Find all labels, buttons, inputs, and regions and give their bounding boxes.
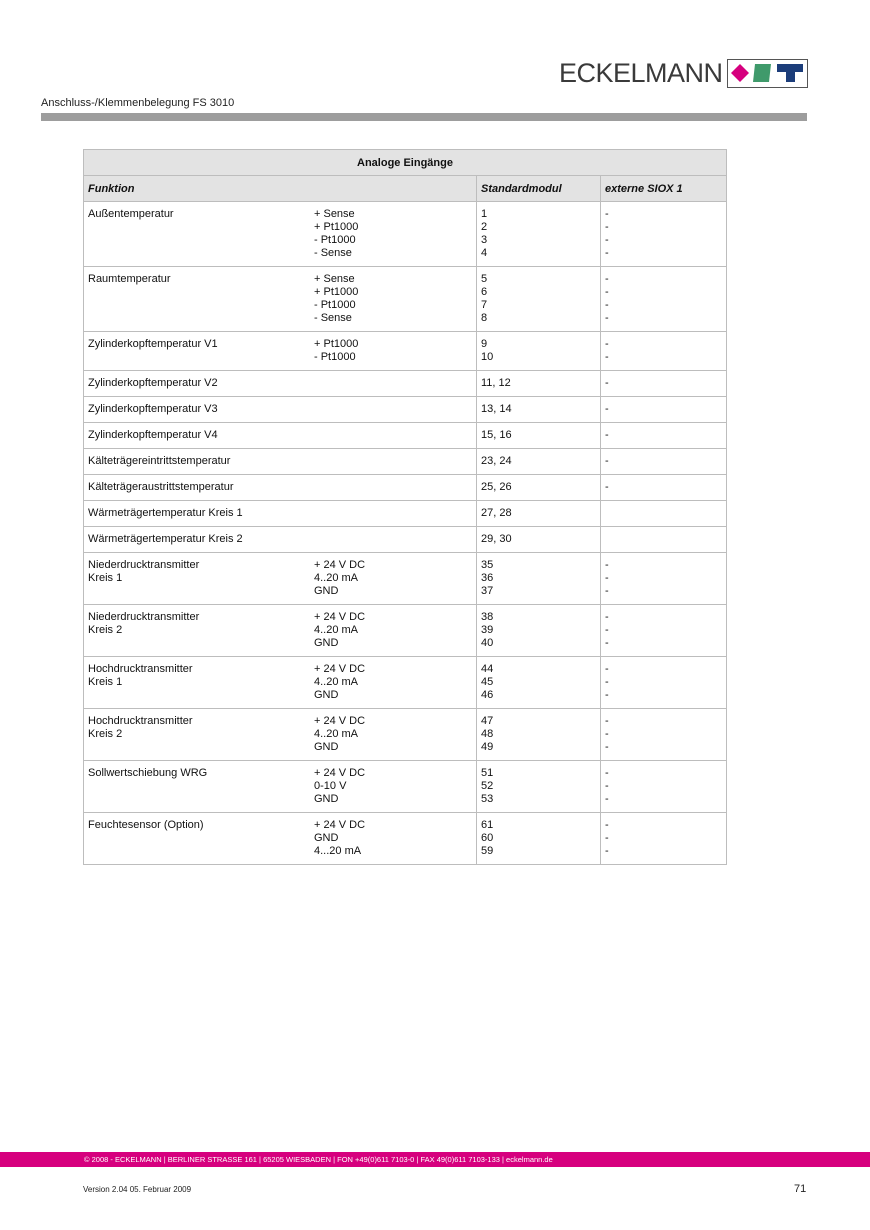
cell-line: Feuchtesensor (Option)	[88, 819, 204, 831]
table-row	[84, 501, 726, 527]
cell-line: 35	[481, 559, 494, 571]
table-row	[84, 202, 726, 267]
signal-cell	[310, 267, 476, 331]
externe-siox-cell	[600, 449, 724, 474]
table-row	[84, 397, 726, 423]
cell-line: 45	[481, 676, 494, 688]
cell-line: -	[605, 728, 609, 740]
cell-line: + Sense	[314, 273, 355, 285]
funktion-cell	[84, 267, 310, 331]
cell-line: -	[605, 338, 609, 350]
cell-line: 9	[481, 338, 488, 350]
funktion-cell	[84, 332, 310, 370]
externe-siox-cell	[600, 527, 724, 552]
cell-line: + 24 V DC	[314, 559, 366, 571]
cell-line: 49	[481, 741, 494, 753]
cell-line: Raumtemperatur	[88, 273, 171, 285]
cell-line: -	[605, 286, 609, 298]
cell-line: 59	[481, 845, 494, 857]
cell-line: 10	[481, 351, 494, 363]
cell-line: -	[605, 845, 609, 857]
funktion-cell	[84, 397, 310, 422]
standardmodul-cell	[476, 397, 600, 422]
document-title: Anschluss-/Klemmenbelegung FS 3010	[41, 97, 235, 109]
externe-siox-cell	[600, 709, 724, 760]
funktion-cell	[84, 501, 310, 526]
cell-line: - Pt1000	[314, 234, 356, 246]
standardmodul-cell	[476, 761, 600, 812]
cell-line: 38	[481, 611, 494, 623]
cell-line: 61	[481, 819, 494, 831]
funktion-cell	[84, 202, 310, 266]
cell-line: Kälteträgeraustrittstemperatur	[88, 481, 234, 493]
cell-line: - Pt1000	[314, 299, 356, 311]
cell-line: 39	[481, 624, 494, 636]
cell-line: -	[605, 780, 609, 792]
col-header-standardmodul: Standardmodul	[476, 176, 600, 201]
funktion-cell	[84, 423, 310, 448]
cell-line: GND	[314, 637, 339, 649]
externe-siox-cell	[600, 475, 724, 500]
externe-siox-cell	[600, 397, 724, 422]
cell-line: 52	[481, 780, 494, 792]
funktion-cell	[84, 371, 310, 396]
cell-line: 53	[481, 793, 494, 805]
signal-cell	[310, 709, 476, 760]
funktion-cell	[84, 709, 310, 760]
cell-line: 11, 12	[481, 377, 511, 389]
funktion-cell	[84, 449, 310, 474]
cell-line: -	[605, 312, 609, 324]
externe-siox-cell	[600, 657, 724, 708]
cell-line: -	[605, 741, 609, 753]
cell-line: Kreis 1	[88, 572, 123, 584]
signal-cell	[310, 501, 476, 526]
standardmodul-cell	[476, 332, 600, 370]
cell-line: 15, 16	[481, 429, 512, 441]
cell-line: -	[605, 429, 609, 441]
externe-siox-cell	[600, 423, 724, 448]
signal-cell	[310, 475, 476, 500]
cell-line: 3	[481, 234, 488, 246]
standardmodul-cell	[476, 553, 600, 604]
cell-line: 23, 24	[481, 455, 512, 467]
cell-line: + 24 V DC	[314, 715, 366, 727]
table-row	[84, 605, 726, 657]
funktion-cell	[84, 657, 310, 708]
funktion-cell	[84, 605, 310, 656]
logo-wordmark: ECKELMANN	[559, 57, 723, 88]
cell-line: + Pt1000	[314, 286, 359, 298]
standardmodul-cell	[476, 813, 600, 864]
signal-cell	[310, 423, 476, 448]
cell-line: -	[605, 221, 609, 233]
cell-line: - Pt1000	[314, 351, 356, 363]
cell-line: -	[605, 208, 609, 220]
cell-line: -	[605, 247, 609, 259]
cell-line: Zylinderkopftemperatur V3	[88, 403, 218, 415]
signal-cell	[310, 761, 476, 812]
cell-line: 7	[481, 299, 488, 311]
cell-line: -	[605, 676, 609, 688]
cell-line: 4..20 mA	[314, 676, 359, 688]
table-row	[84, 709, 726, 761]
cell-line: 8	[481, 312, 488, 324]
signal-cell	[310, 553, 476, 604]
table-row	[84, 475, 726, 501]
table-row	[84, 423, 726, 449]
cell-line: -	[605, 377, 609, 389]
table-row	[84, 527, 726, 553]
cell-line: Niederdrucktransmitter	[88, 611, 200, 623]
version-info: Version 2.04 05. Februar 2009	[83, 1185, 192, 1194]
cell-line: -	[605, 767, 609, 779]
standardmodul-cell	[476, 605, 600, 656]
funktion-cell	[84, 761, 310, 812]
cell-line: -	[605, 819, 609, 831]
cell-line: 27, 28	[481, 507, 512, 519]
standardmodul-cell	[476, 501, 600, 526]
footer-contact-text: © 2008 - ECKELMANN | BERLINER STRASSE 161 | 65205 WIESBADEN | FON +49(0)611 7103-0 | FAX 49(0)611 7103-133 | eckelmann.de	[84, 1155, 553, 1164]
externe-siox-cell	[600, 202, 724, 266]
cell-line: + 24 V DC	[314, 767, 366, 779]
cell-line: + 24 V DC	[314, 819, 366, 831]
cell-line: GND	[314, 741, 339, 753]
cell-line: 25, 26	[481, 481, 512, 493]
externe-siox-cell	[600, 761, 724, 812]
standardmodul-cell	[476, 371, 600, 396]
cell-line: - Sense	[314, 312, 352, 324]
table-title: Analoge Eingänge	[84, 150, 726, 176]
table-row	[84, 813, 726, 864]
signal-cell	[310, 202, 476, 266]
table-row	[84, 267, 726, 332]
standardmodul-cell	[476, 202, 600, 266]
cell-line: 44	[481, 663, 494, 675]
table-row	[84, 332, 726, 371]
cell-line: Sollwertschiebung WRG	[88, 767, 208, 779]
cell-line: GND	[314, 832, 339, 844]
standardmodul-cell	[476, 657, 600, 708]
cell-line: 37	[481, 585, 494, 597]
signal-cell	[310, 813, 476, 864]
cell-line: Kälteträgereintrittstemperatur	[88, 455, 231, 467]
externe-siox-cell	[600, 332, 724, 370]
cell-line: -	[605, 624, 609, 636]
signal-cell	[310, 397, 476, 422]
cell-line: 29, 30	[481, 533, 512, 545]
cell-line: 48	[481, 728, 494, 740]
analog-inputs-table	[83, 149, 727, 865]
cell-line: 2	[481, 221, 488, 233]
standardmodul-cell	[476, 449, 600, 474]
cell-line: + 24 V DC	[314, 663, 366, 675]
col-header-funktion: Funktion	[88, 182, 135, 195]
cell-line: + Pt1000	[314, 338, 359, 350]
cell-line: -	[605, 481, 609, 493]
cell-line: 1	[481, 208, 488, 220]
externe-siox-cell	[600, 267, 724, 331]
cell-line: -	[605, 273, 609, 285]
footer-bar	[0, 1152, 870, 1167]
cell-line: 4..20 mA	[314, 728, 359, 740]
standardmodul-cell	[476, 267, 600, 331]
externe-siox-cell	[600, 371, 724, 396]
cell-line: 36	[481, 572, 494, 584]
table-row	[84, 553, 726, 605]
cell-line: GND	[314, 585, 339, 597]
cell-line: -	[605, 585, 609, 597]
externe-siox-cell	[600, 553, 724, 604]
cell-line: -	[605, 715, 609, 727]
table-row	[84, 449, 726, 475]
signal-cell	[310, 449, 476, 474]
table-row	[84, 761, 726, 813]
logo-squares-icon	[727, 59, 808, 88]
standardmodul-cell	[476, 423, 600, 448]
cell-line: Kreis 2	[88, 624, 123, 636]
cell-line: -	[605, 559, 609, 571]
col-header-externe-siox: externe SIOX 1	[600, 176, 724, 201]
signal-cell	[310, 657, 476, 708]
cell-line: 46	[481, 689, 494, 701]
externe-siox-cell	[600, 813, 724, 864]
cell-line: 60	[481, 832, 494, 844]
signal-cell	[310, 605, 476, 656]
cell-line: - Sense	[314, 247, 352, 259]
cell-line: Kreis 1	[88, 676, 123, 688]
cell-line: 47	[481, 715, 494, 727]
cell-line: 40	[481, 637, 494, 649]
standardmodul-cell	[476, 475, 600, 500]
cell-line: GND	[314, 793, 339, 805]
cell-line: Wärmeträgertemperatur Kreis 2	[88, 533, 243, 545]
funktion-cell	[84, 813, 310, 864]
cell-line: -	[605, 234, 609, 246]
cell-line: -	[605, 637, 609, 649]
cell-line: 4	[481, 247, 488, 259]
cell-line: 0-10 V	[314, 780, 347, 792]
signal-cell	[310, 332, 476, 370]
cell-line: 6	[481, 286, 488, 298]
cell-line: -	[605, 832, 609, 844]
cell-line: + Pt1000	[314, 221, 359, 233]
cell-line: + Sense	[314, 208, 355, 220]
cell-line: Hochdrucktransmitter	[88, 715, 193, 727]
cell-line: Wärmeträgertemperatur Kreis 1	[88, 507, 243, 519]
cell-line: 4..20 mA	[314, 572, 359, 584]
cell-line: Kreis 2	[88, 728, 123, 740]
cell-line: 4...20 mA	[314, 845, 362, 857]
table-body	[84, 202, 726, 864]
cell-line: -	[605, 663, 609, 675]
eckelmann-logo	[559, 58, 808, 88]
cell-line: -	[605, 611, 609, 623]
cell-line: GND	[314, 689, 339, 701]
cell-line: -	[605, 572, 609, 584]
cell-line: -	[605, 351, 609, 363]
cell-line: -	[605, 403, 609, 415]
cell-line: 13, 14	[481, 403, 512, 415]
cell-line: -	[605, 455, 609, 467]
cell-line: -	[605, 299, 609, 311]
signal-cell	[310, 371, 476, 396]
cell-line: Zylinderkopftemperatur V2	[88, 377, 218, 389]
table-header	[84, 176, 726, 202]
cell-line: + 24 V DC	[314, 611, 366, 623]
cell-line: Hochdrucktransmitter	[88, 663, 193, 675]
cell-line: Außentemperatur	[88, 208, 174, 220]
page-number: 71	[794, 1183, 807, 1195]
funktion-cell	[84, 553, 310, 604]
cell-line: 5	[481, 273, 488, 285]
table-row	[84, 657, 726, 709]
funktion-cell	[84, 527, 310, 552]
signal-cell	[310, 527, 476, 552]
cell-line: Zylinderkopftemperatur V1	[88, 338, 218, 350]
standardmodul-cell	[476, 527, 600, 552]
cell-line: -	[605, 689, 609, 701]
standardmodul-cell	[476, 709, 600, 760]
funktion-cell	[84, 475, 310, 500]
cell-line: 51	[481, 767, 494, 779]
table-row	[84, 371, 726, 397]
cell-line: Niederdrucktransmitter	[88, 559, 200, 571]
externe-siox-cell	[600, 605, 724, 656]
cell-line: Zylinderkopftemperatur V4	[88, 429, 218, 441]
cell-line: 4..20 mA	[314, 624, 359, 636]
cell-line: -	[605, 793, 609, 805]
externe-siox-cell	[600, 501, 724, 526]
header-divider	[41, 113, 807, 121]
